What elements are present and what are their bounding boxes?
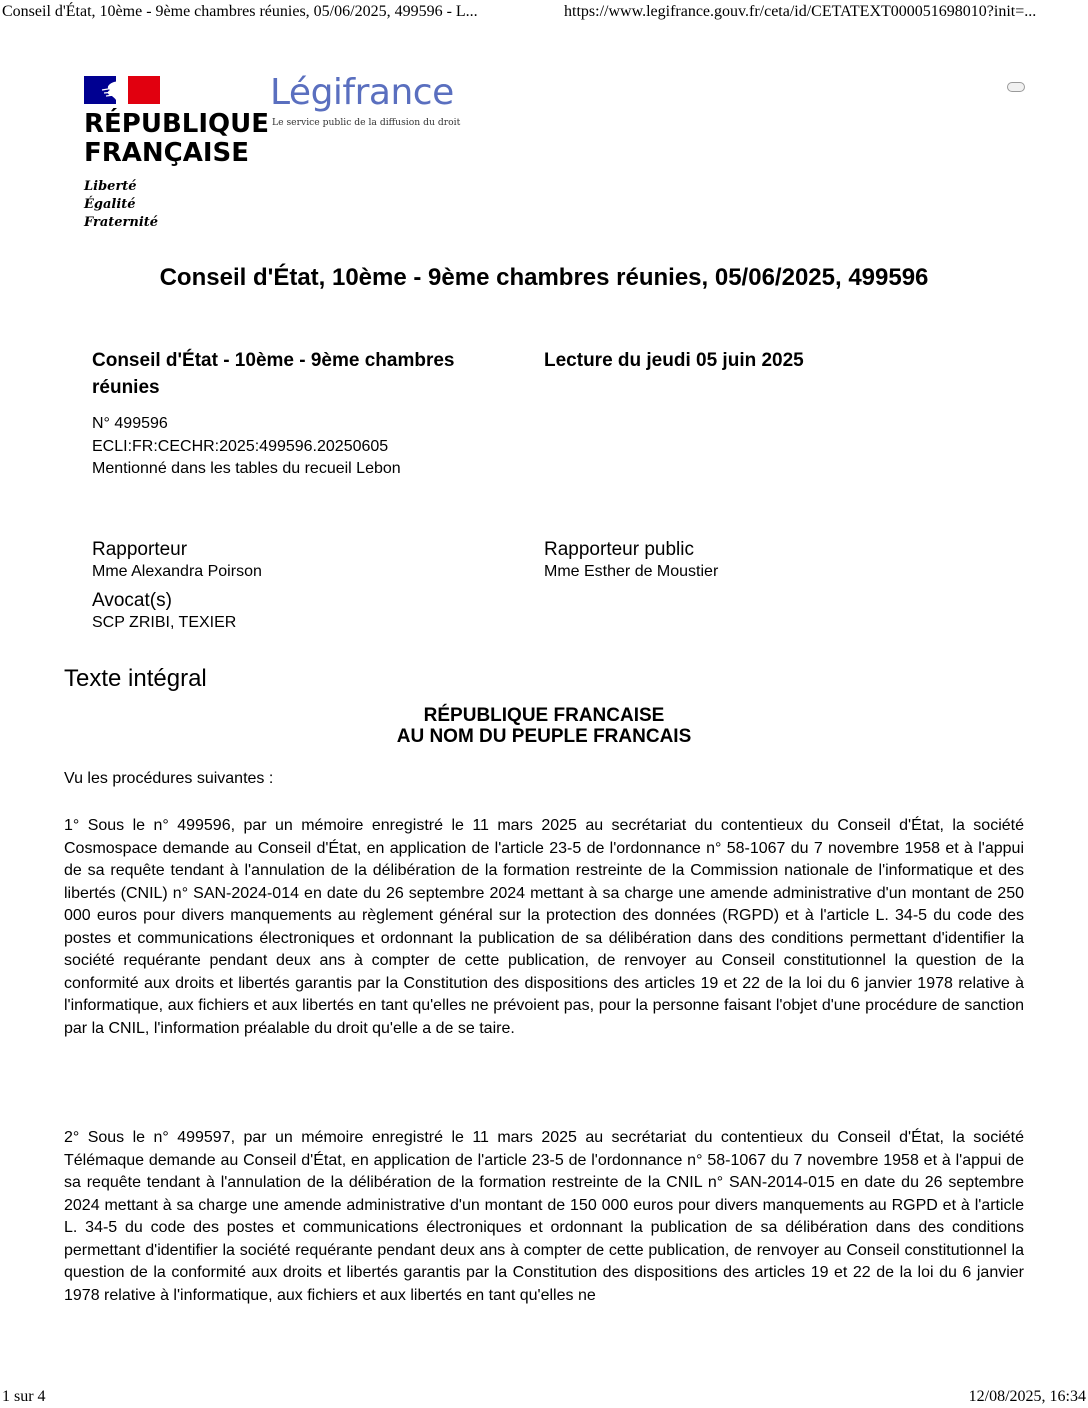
avocats: [92, 590, 236, 634]
rapporteur-label: Rapporteur: [92, 539, 188, 560]
print-header: [0, 0, 1088, 24]
paragraph-1: 1° Sous le n° 499596, par un mémoire enregistré le 11 mars 2025 au secrétariat du contentieux du Conseil d'État, la société Cosmospace demande au Conseil d'État, en application de l'article 23-5 de l'ordonnance n° 58-1067 du 7 novembre 1958 et à l'appui de sa requête tendant à l'annulation de la délibération de la formation restreinte de la Commission nationale de l'informatique et des libertés (CNIL) n° SAN-2024-014 en date du 26 septembre 2024 mettant à sa charge une amende administrative d'un montant de 250 000 euros pour divers manquements au règlement général sur la protection des données (RGPD) et à l'article L. 34-5 du code des postes et communications électroniques et ordonnant la publication de sa délibération dans des conditions permettant d'identifier la société requérante pendant deux ans à compter de cette publication, de renvoyer au Conseil constitutionnel la question de la conformité aux droits et libertés garantis par la Constitution des dispositions des articles 19 et 22 de la loi du 6 janvier 1978 relative à l'informatique, aux fichiers et aux libertés en tant qu'elles ne prévoient pas, pour la personne faisant l'objet d'une procédure de sanction par la CNIL, l'information préalable du droit qu'elle a de se taire.: [64, 817, 1024, 1037]
avocats-label: Avocat(s): [92, 590, 172, 611]
procedures-intro: Vu les procédures suivantes :: [64, 770, 274, 787]
reading-date: Lecture du jeudi 05 juin 2025: [544, 350, 804, 371]
rapporteur-public-label: Rapporteur public: [544, 539, 694, 560]
site-logo[interactable]: [84, 72, 484, 236]
lebon-mention: Mentionné dans les tables du recueil Lebon: [92, 460, 401, 477]
republic-motto: Liberté Égalité Fraternité: [84, 179, 159, 230]
full-text-heading: Texte intégral: [64, 665, 207, 692]
print-footer: [0, 1386, 1088, 1408]
legifrance-tagline: Le service public de la diffusion du droit: [272, 117, 461, 128]
legifrance-wordmark: Légifrance: [270, 72, 454, 113]
print-page-title: Conseil d'État, 10ème - 9ème chambres réunies, 05/06/2025, 499596 - L...: [2, 3, 478, 20]
republique-francaise-wordmark: RÉPUBLIQUE FRANÇAISE: [84, 109, 269, 168]
decision-metadata: [92, 347, 522, 481]
print-page-url: https://www.legifrance.gouv.fr/ceta/id/CETATEXT000051698010?init=...: [564, 3, 1037, 20]
marianne-flag-icon: [84, 76, 160, 104]
print-datetime: 12/08/2025, 16:34: [968, 1388, 1086, 1405]
avocats-value: SCP ZRIBI, TEXIER: [92, 614, 237, 631]
ecli-identifier: ECLI:FR:CECHR:2025:499596.20250605: [92, 437, 389, 455]
rapporteur: [92, 539, 262, 583]
rapporteur-value: Mme Alexandra Poirson: [92, 563, 262, 580]
page-title: Conseil d'État, 10ème - 9ème chambres réunies, 05/06/2025, 499596: [159, 264, 929, 291]
rapporteur-public-value: Mme Esther de Moustier: [544, 563, 719, 580]
page-counter: 1 sur 4: [2, 1388, 46, 1405]
decision-heading: RÉPUBLIQUE FRANCAISE AU NOM DU PEUPLE FRANCAIS: [396, 705, 692, 747]
decision-number: N° 499596: [92, 415, 168, 432]
collapsed-menu-button[interactable]: [1007, 82, 1025, 92]
court-name: Conseil d'État - 10ème - 9ème chambres réunies: [92, 350, 455, 398]
rapporteur-public: [544, 539, 718, 583]
paragraph-2: 2° Sous le n° 499597, par un mémoire enregistré le 11 mars 2025 au secrétariat du contentieux du Conseil d'État, la société Télémaque demande au Conseil d'État, en application de l'article 23-5 de l'ordonnance n° 58-1067 du 7 novembre 1958 et à l'appui de sa requête tendant à l'annulation de la délibération de la formation restreinte de la CNIL n° SAN-2014-015 en date du 26 septembre 2024 mettant à sa charge une amende administrative d'un montant de 150 000 euros pour divers manquements au RGPD et à l'article L. 34-5 du code des postes et communications électroniques et ordonnant la publication de sa délibération dans des conditions permettant d'identifier la société requérante pendant deux ans à compter de cette publication, de renvoyer au Conseil constitutionnel la question de la conformité aux droits et libertés garantis par la Constitution des dispositions des articles 19 et 22 de la loi du 6 janvier 1978 relative à l'informatique, aux fichiers et aux libertés en tant qu'elles ne: [64, 1129, 1024, 1304]
